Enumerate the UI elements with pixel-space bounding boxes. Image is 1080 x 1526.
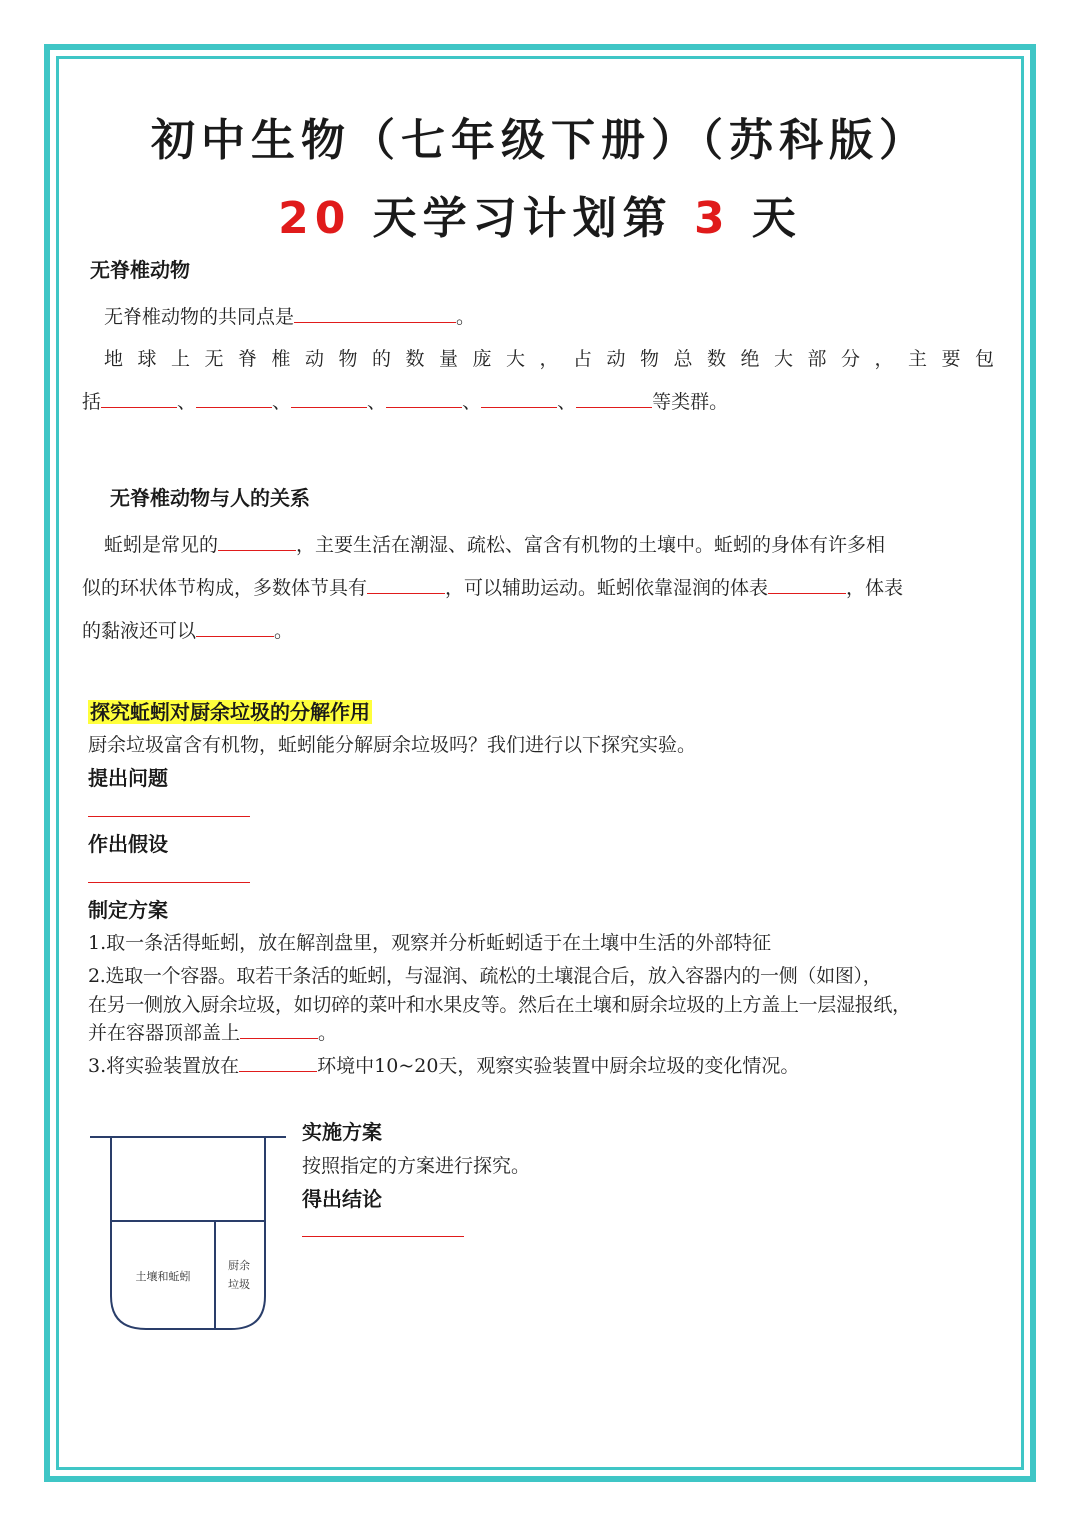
separator: 、 [272, 391, 292, 413]
highlighted-heading: 探究蚯蚓对厨余垃圾的分解作用 [90, 700, 370, 724]
experiment-container-diagram [86, 1128, 292, 1338]
label-soil-earthworm: 土壤和蚯蚓 [135, 1270, 191, 1283]
text: 蚯蚓是常见的 [104, 534, 219, 556]
section-heading-invertebrates: 无脊椎动物 [90, 258, 190, 282]
text: 似的环状体节构成，多数体节具有 [82, 577, 368, 599]
text: 的黏液还可以 [82, 620, 197, 642]
separator: 、 [177, 391, 197, 413]
page-title: 初中生物（七年级下册）（苏科版） [151, 115, 929, 166]
text: 3.将实验装置放在 [88, 1055, 240, 1077]
text: 环境中10~20天，观察实验装置中厨余垃圾的变化情况。 [317, 1055, 800, 1077]
question-end: 等类群。 [652, 391, 729, 413]
paragraph-earthworm-line2 [82, 573, 903, 600]
step-heading-conclusion: 得出结论 [302, 1187, 382, 1211]
answer-blank[interactable] [196, 387, 272, 408]
implement-text: 按照指定的方案进行探究。 [302, 1155, 531, 1177]
page-subtitle [0, 182, 1080, 246]
plan-step-2-line2: 在另一侧放入厨余垃圾，如切碎的菜叶和水果皮等。然后在土壤和厨余垃圾的上方盖上一层湿报纸， [88, 994, 911, 1016]
text: 。 [274, 620, 294, 642]
question-end: 。 [456, 306, 476, 328]
answer-blank[interactable] [481, 387, 557, 408]
answer-blank[interactable] [101, 387, 177, 408]
answer-line-conclusion[interactable] [302, 1236, 464, 1237]
answer-blank[interactable] [291, 387, 367, 408]
step-heading-plan: 制定方案 [88, 898, 168, 922]
text: 并在容器顶部盖上 [88, 1022, 241, 1044]
answer-blank[interactable] [239, 1051, 317, 1072]
answer-line-hypothesis[interactable] [88, 882, 250, 883]
step-heading-implement: 实施方案 [302, 1120, 382, 1144]
day-number: 3 [693, 193, 731, 244]
paragraph-earthworm-line3 [82, 616, 293, 643]
experiment-intro: 厨余垃圾富含有机物，蚯蚓能分解厨余垃圾吗？我们进行以下探究实验。 [88, 734, 697, 756]
question-common-trait [104, 302, 475, 329]
answer-blank[interactable] [386, 387, 462, 408]
text: ，主要生活在潮湿、疏松、富含有机物的土壤中。蚯蚓的身体有许多相 [296, 534, 886, 556]
answer-blank[interactable] [294, 302, 456, 323]
label-food-waste-1: 厨余 [228, 1259, 250, 1272]
label-food-waste-2: 垃圾 [228, 1278, 250, 1291]
step-heading-ask: 提出问题 [88, 766, 168, 790]
answer-blank[interactable] [576, 387, 652, 408]
plan-day-suffix: 天 [751, 193, 802, 244]
question-text: 括 [82, 391, 102, 413]
text: ，可以辅助运动。蚯蚓依靠湿润的体表 [445, 577, 769, 599]
section-heading-experiment [88, 696, 372, 725]
answer-blank[interactable] [367, 573, 445, 594]
plan-step-3 [88, 1051, 799, 1078]
text: ，体表 [846, 577, 904, 599]
plan-days: 20 [278, 193, 352, 244]
plan-text: 天学习计划第 [372, 193, 673, 244]
paragraph-earthworm-line1 [104, 530, 885, 557]
answer-blank[interactable] [218, 530, 296, 551]
separator: 、 [367, 391, 387, 413]
separator: 、 [462, 391, 482, 413]
text: 。 [318, 1022, 338, 1044]
answer-blank[interactable] [196, 616, 274, 637]
plan-step-2-line1: 2.选取一个容器。取若干条活的蚯蚓，与湿润、疏松的土壤混合后，放入容器内的一侧（如图）， [88, 965, 882, 987]
container-body [111, 1137, 265, 1329]
answer-blank[interactable] [768, 573, 846, 594]
question-groups-line1: 地球上无脊椎动物的数量庞大，占动物总数绝大部分，主要包 [104, 348, 1009, 370]
answer-line-question[interactable] [88, 816, 250, 817]
plan-step-2-line3 [88, 1018, 337, 1045]
separator: 、 [557, 391, 577, 413]
answer-blank[interactable] [240, 1018, 318, 1039]
plan-step-1: 1.取一条活得蚯蚓，放在解剖盘里，观察并分析蚯蚓适于在土壤中生活的外部特征 [88, 932, 772, 954]
section-heading-relationship: 无脊椎动物与人的关系 [110, 486, 310, 510]
step-heading-hypothesis: 作出假设 [88, 832, 168, 856]
question-groups-line2 [82, 387, 728, 414]
question-text: 无脊椎动物的共同点是 [104, 306, 295, 328]
